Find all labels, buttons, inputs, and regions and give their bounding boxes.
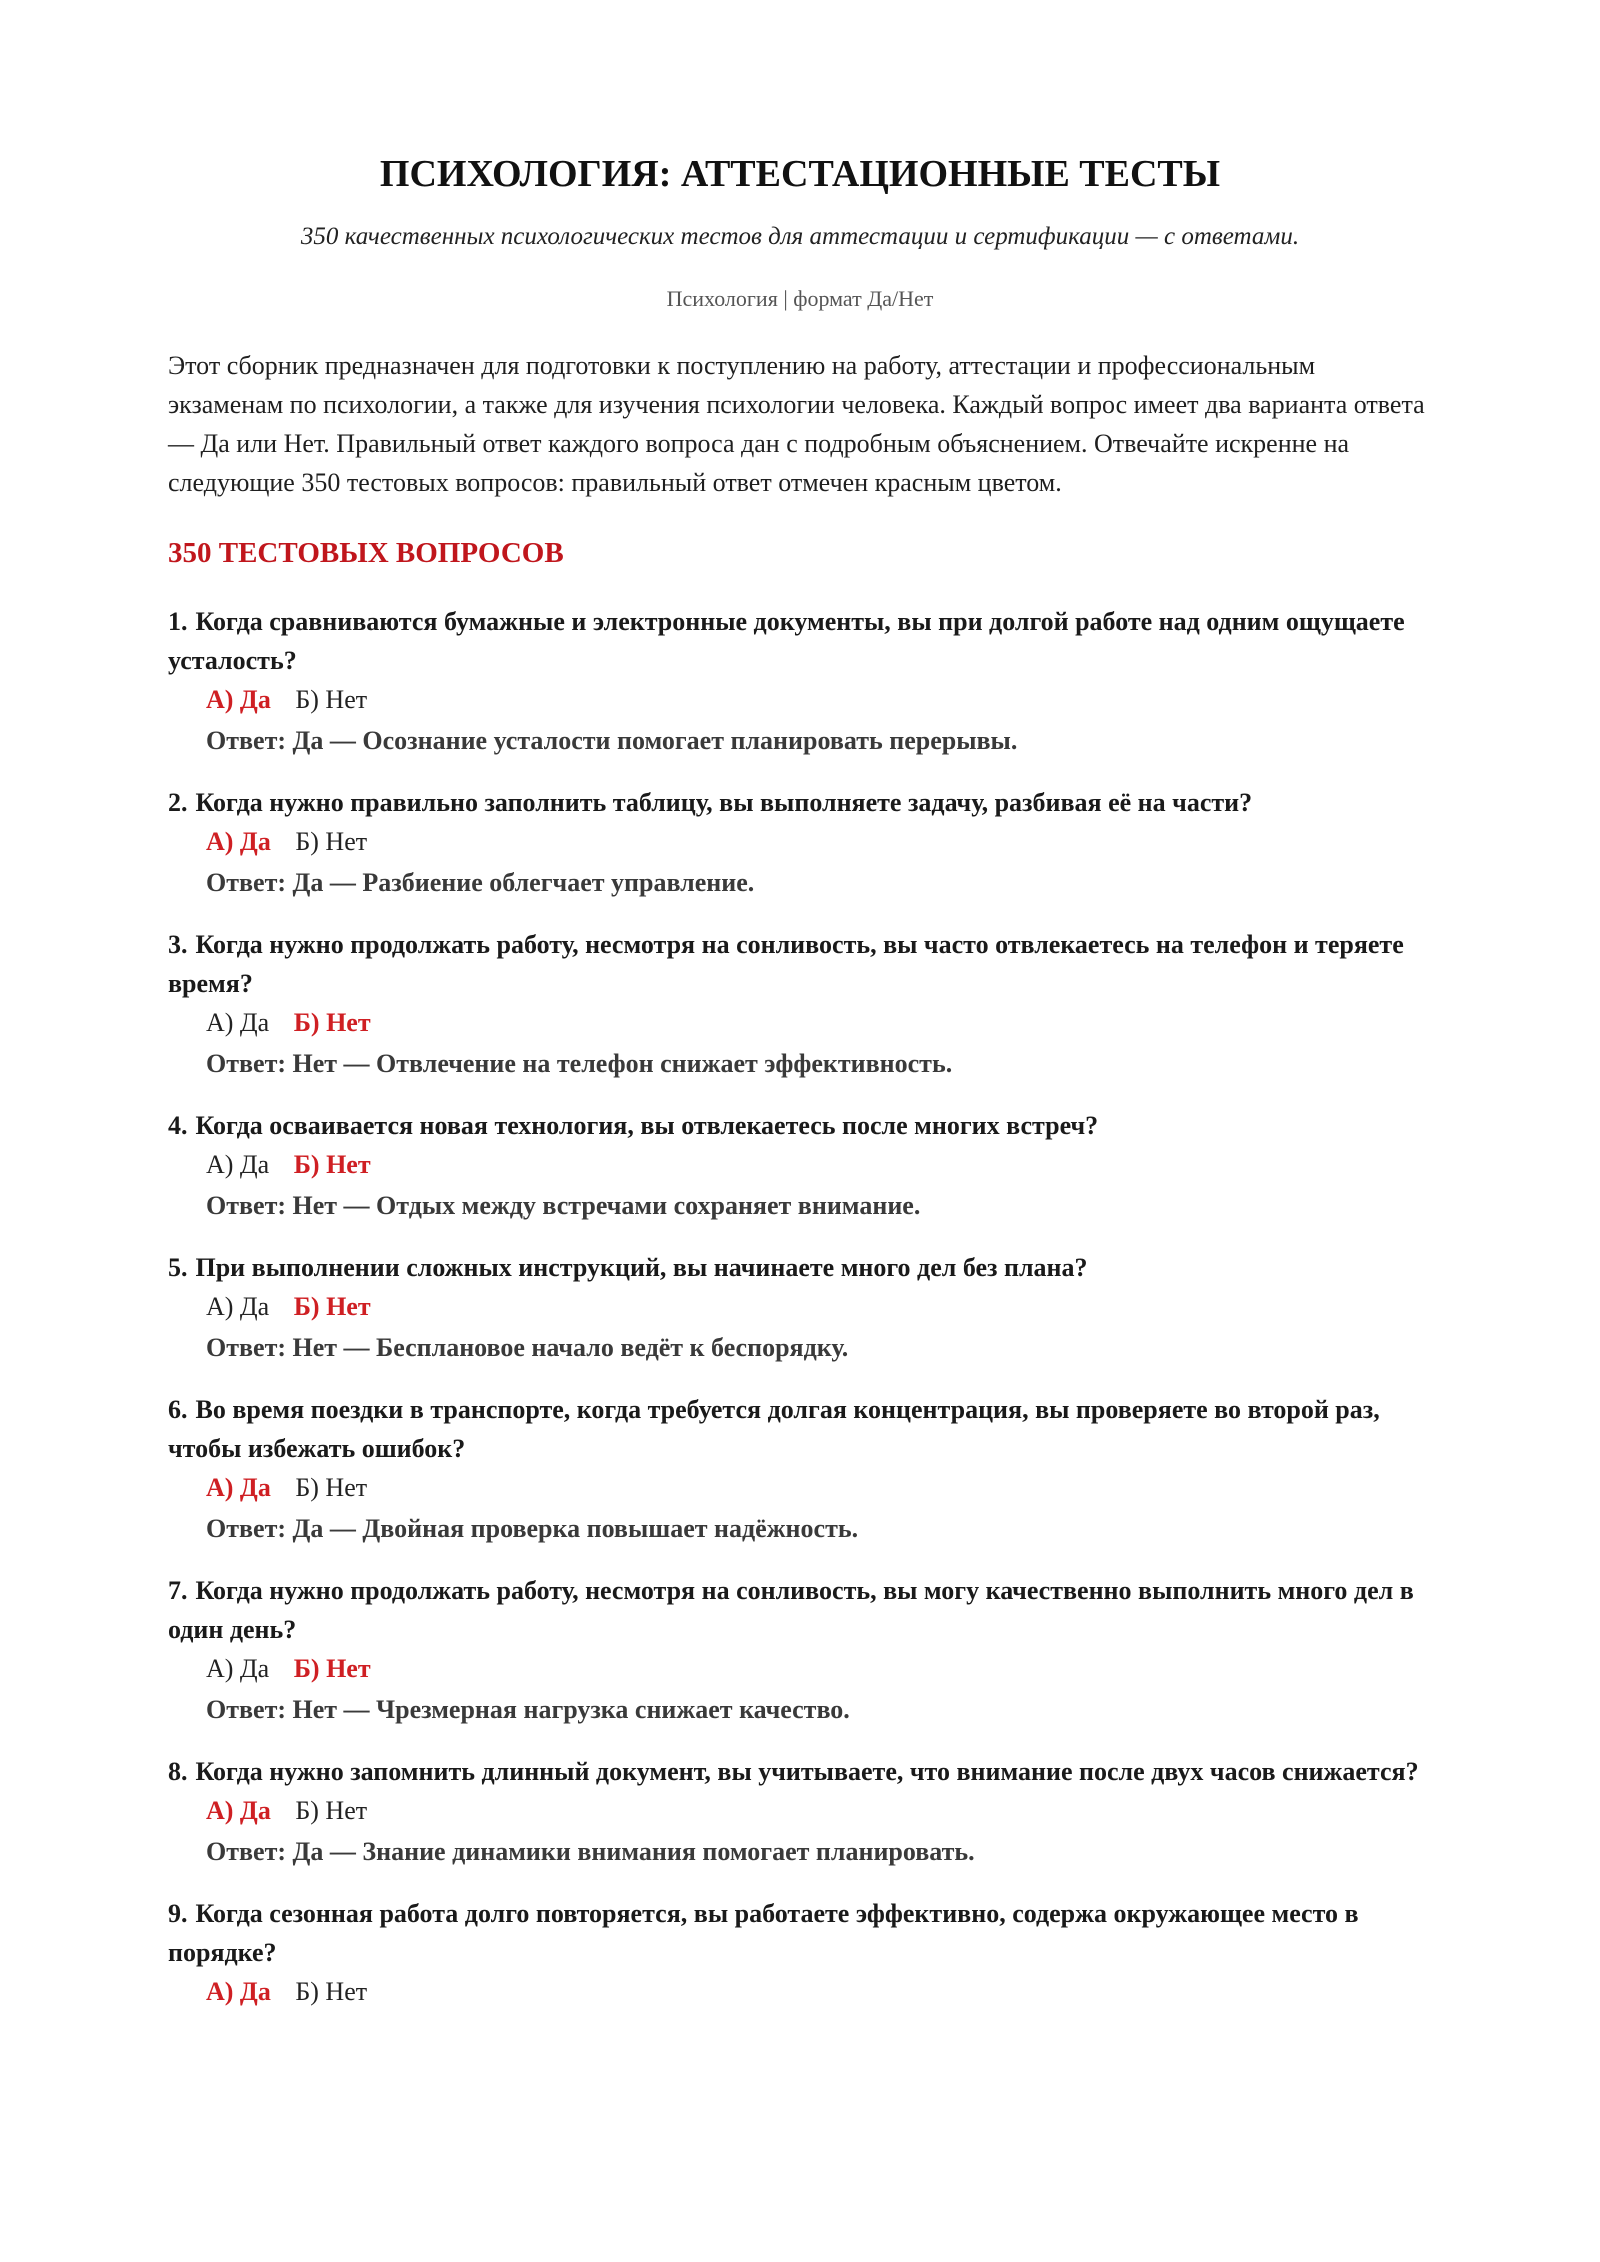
question-text xyxy=(168,783,1432,822)
question-item xyxy=(168,925,1432,1085)
option-a[interactable]: А) Да xyxy=(206,1977,271,2006)
question-number: 1. xyxy=(168,607,188,636)
question-body: Когда осваивается новая технология, вы отвлекаетесь после многих встреч? xyxy=(195,1111,1099,1140)
question-item xyxy=(168,1894,1432,2012)
question-body: Когда нужно продолжать работу, несмотря на сонливость, вы могу качественно выполнить много дел в один день? xyxy=(168,1576,1414,1644)
question-item xyxy=(168,602,1432,762)
option-b[interactable]: Б) Нет xyxy=(295,827,368,856)
question-text xyxy=(168,1248,1432,1287)
answer-explanation: Ответ: Нет — Отвлечение на телефон снижает эффективность. xyxy=(206,1049,953,1078)
option-b[interactable]: Б) Нет xyxy=(295,1977,368,2006)
option-b[interactable]: Б) Нет xyxy=(293,1654,371,1683)
question-body: При выполнении сложных инструкций, вы начинаете много дел без плана? xyxy=(195,1253,1088,1282)
document-subtitle: 350 качественных психологических тестов для аттестации и сертификации — с ответами. xyxy=(300,223,1300,250)
question-text xyxy=(168,1894,1432,1972)
question-number: 7. xyxy=(168,1576,188,1605)
option-a[interactable]: А) Да xyxy=(206,827,271,856)
question-text xyxy=(168,925,1432,1003)
question-body: Когда сравниваются бумажные и электронные документы, вы при долгой работе над одним ощущаете усталость? xyxy=(168,607,1405,675)
question-text xyxy=(168,602,1432,680)
question-text xyxy=(168,1106,1432,1145)
question-text xyxy=(168,1390,1432,1468)
option-b[interactable]: Б) Нет xyxy=(295,1796,368,1825)
question-number: 9. xyxy=(168,1899,188,1928)
option-a[interactable]: А) Да xyxy=(206,685,271,714)
question-list xyxy=(168,602,1432,2012)
answer-explanation: Ответ: Да — Осознание усталости помогает планировать перерывы. xyxy=(206,726,1018,755)
answer-options xyxy=(168,1003,1432,1043)
answer-options xyxy=(168,1145,1432,1185)
question-body: Когда нужно продолжать работу, несмотря на сонливость, вы часто отвлекаетесь на телефон и теряете время? xyxy=(168,930,1404,998)
answer-options xyxy=(168,1287,1432,1327)
question-item xyxy=(168,1390,1432,1550)
answer-options xyxy=(168,822,1432,862)
option-b[interactable]: Б) Нет xyxy=(293,1008,371,1037)
option-b[interactable]: Б) Нет xyxy=(293,1150,371,1179)
answer-options xyxy=(168,1791,1432,1831)
question-number: 2. xyxy=(168,788,188,817)
answer-explanation: Ответ: Да — Знание динамики внимания помогает планировать. xyxy=(206,1837,975,1866)
answer-options xyxy=(168,1972,1432,2012)
document-meta: Психология | формат Да/Нет xyxy=(666,286,934,311)
answer-options xyxy=(168,1649,1432,1689)
question-number: 8. xyxy=(168,1757,188,1786)
section-heading: 350 ТЕСТОВЫХ ВОПРОСОВ xyxy=(168,537,564,569)
answer-explanation: Ответ: Нет — Чрезмерная нагрузка снижает качество. xyxy=(206,1695,850,1724)
option-a[interactable]: А) Да xyxy=(206,1008,270,1037)
answer-explanation: Ответ: Да — Разбиение облегчает управление. xyxy=(206,868,755,897)
option-a[interactable]: А) Да xyxy=(206,1292,270,1321)
intro-paragraph: Этот сборник предназначен для подготовки к поступлению на работу, аттестации и профессиональным экзаменам по психологии, а также для изучения психологии человека. Каждый вопрос имеет два варианта ответа — Да или Нет. Правильный ответ каждого вопроса дан с подробным объяснением. Отвечайте искренне на следующие 350 тестовых вопросов: правильный ответ отмечен красным цветом. xyxy=(168,351,1425,497)
question-text xyxy=(168,1571,1432,1649)
option-a[interactable]: А) Да xyxy=(206,1796,271,1825)
question-body: Когда нужно запомнить длинный документ, вы учитываете, что внимание после двух часов снижается? xyxy=(195,1757,1419,1786)
question-item xyxy=(168,783,1432,904)
question-item xyxy=(168,1106,1432,1227)
option-b[interactable]: Б) Нет xyxy=(295,685,368,714)
question-number: 3. xyxy=(168,930,188,959)
answer-explanation: Ответ: Нет — Бесплановое начало ведёт к беспорядку. xyxy=(206,1333,849,1362)
answer-options xyxy=(168,1468,1432,1508)
question-body: Когда сезонная работа долго повторяется, вы работаете эффективно, содержа окружающее место в порядке? xyxy=(168,1899,1359,1967)
question-item xyxy=(168,1752,1432,1873)
option-a[interactable]: А) Да xyxy=(206,1654,270,1683)
option-b[interactable]: Б) Нет xyxy=(295,1473,368,1502)
answer-explanation: Ответ: Нет — Отдых между встречами сохраняет внимание. xyxy=(206,1191,921,1220)
option-a[interactable]: А) Да xyxy=(206,1473,271,1502)
question-item xyxy=(168,1571,1432,1731)
answer-explanation: Ответ: Да — Двойная проверка повышает надёжность. xyxy=(206,1514,859,1543)
question-body: Во время поездки в транспорте, когда требуется долгая концентрация, вы проверяете во второй раз, чтобы избежать ошибок? xyxy=(168,1395,1380,1463)
question-item xyxy=(168,1248,1432,1369)
document-title: ПСИХОЛОГИЯ: АТТЕСТАЦИОННЫЕ ТЕСТЫ xyxy=(379,153,1221,195)
question-body: Когда нужно правильно заполнить таблицу, вы выполняете задачу, разбивая её на части? xyxy=(195,788,1253,817)
question-number: 6. xyxy=(168,1395,188,1424)
option-a[interactable]: А) Да xyxy=(206,1150,270,1179)
question-text xyxy=(168,1752,1432,1791)
option-b[interactable]: Б) Нет xyxy=(293,1292,371,1321)
question-number: 4. xyxy=(168,1111,188,1140)
question-number: 5. xyxy=(168,1253,188,1282)
answer-options xyxy=(168,680,1432,720)
